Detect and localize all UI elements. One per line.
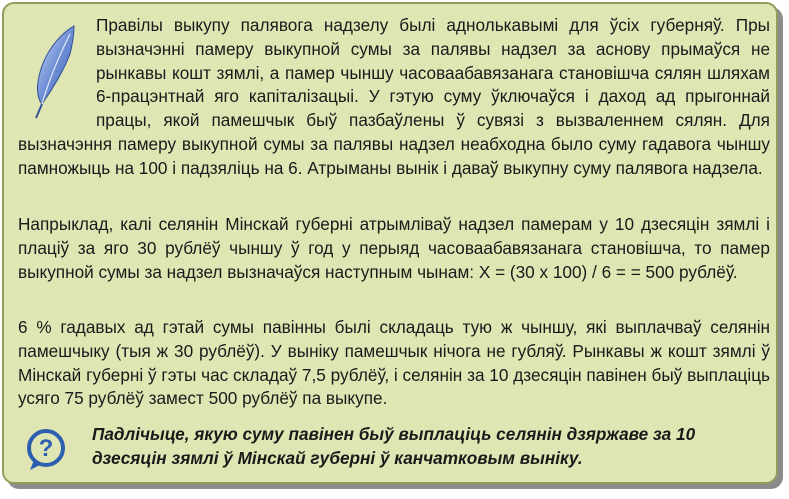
- paragraph-example: Напрыклад, калі селянін Мінскай губерні атрымліваў надзел памерам у 10 дзесяцін зямлі і плаціў за яго 30 рублёў чыншу ў год у перыяд часоваабавязанага становішча, то памер выкупной сумы за надзел вызначаўся наступным чынам: X = (30 x 100) / 6 = = 500 рублёў.: [18, 214, 770, 282]
- question-task: Падлічыце, якую суму павінен быў выплаціць селянін дзяржаве за 10 дзесяцін зямлі ў Мінскай губерні ў канчатковым выніку.: [92, 424, 696, 468]
- paragraph-market-value: 6 % гадавых ад гэтай сумы павінны былі складаць тую ж чыншу, які выплачваў селянін памешчыку (тыя ж 30 рублёў). У выніку памешчык нічога не губляў. Рынкавы ж кошт зямлі ў Мінскай губерні ў гэты час складаў 7,5 рублёў, і селянін за 10 дзесяцін павінен быў выплаціць усяго 75 рублёў замест 500 рублёў па выкупе.: [18, 317, 770, 409]
- svg-text:?: ?: [38, 435, 54, 462]
- info-box: [2, 2, 778, 484]
- paragraph-redemption-rules: Правілы выкупу палявога надзелу былі аднолькавымі для ўсіх губерняў. Пры вызначэнні памеру выкупной сумы за палявы надзел за аснову прымаўся не рынкавы кошт зямлі, а памер чыншу часоваабавязанага становішча сялян шляхам 6-працэнтнай яго капіталізацыі. У гэтую суму ўключаўся і даход ад прыгоннай працы, якой памешчык быў пазбаўлены ў сувязі з вызваленнем сялян. Для вызначэння памеру выкупной сумы за палявы надзел неабходна было суму гадавога чыншу памножыць на 100 і падзяліць на 6. Атрыманы вынік і даваў выкупну суму палявога надзела.: [18, 15, 770, 178]
- question-bubble-icon: [24, 428, 68, 472]
